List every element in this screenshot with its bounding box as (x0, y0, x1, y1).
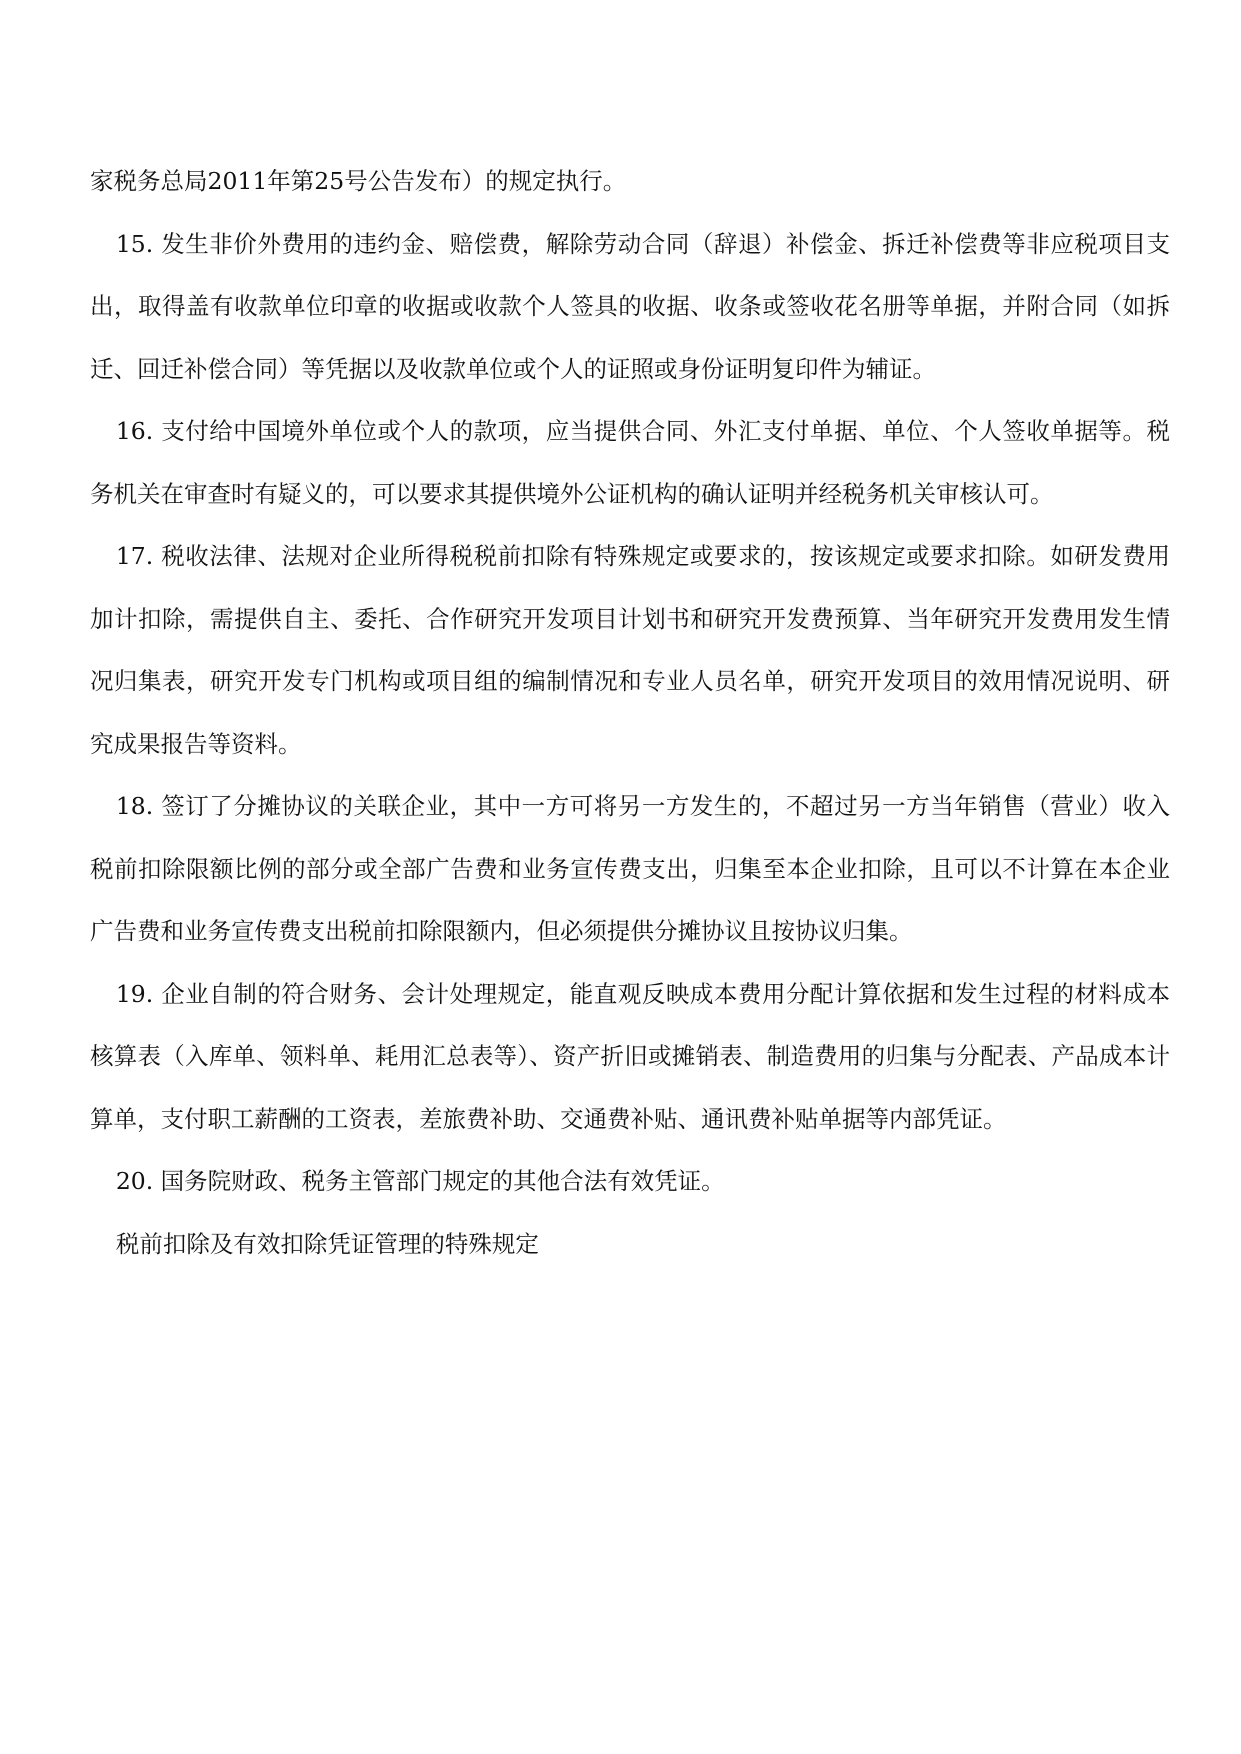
paragraph-item-18: 18. 签订了分摊协议的关联企业，其中一方可将另一方发生的，不超过另一方当年销售（营业）收入税前扣除限额比例的部分或全部广告费和业务宣传费支出，归集至本企业扣除，且可以不计算在本企业广告费和业务宣传费支出税前扣除限额内，但必须提供分摊协议且按协议归集。 (90, 792, 1170, 945)
paragraph-item-20: 20. 国务院财政、税务主管部门规定的其他合法有效凭证。 (115, 1167, 725, 1195)
paragraph-item-15: 15. 发生非价外费用的违约金、赔偿费，解除劳动合同（辞退）补偿金、拆迁补偿费等非应税项目支出，取得盖有收款单位印章的收据或收款个人签具的收据、收条或签收花名册等单据，并附合同（如拆迁、回迁补偿合同）等凭据以及收款单位或个人的证照或身份证明复印件为辅证。 (90, 229, 1170, 383)
section-heading: 税前扣除及有效扣除凭证管理的特殊规定 (115, 1229, 539, 1258)
document-page (90, 150, 1170, 1275)
paragraph-item-19: 19. 企业自制的符合财务、会计处理规定，能直观反映成本费用分配计算依据和发生过程的材料成本核算表（入库单、领料单、耗用汇总表等）、资产折旧或摊销表、制造费用的归集与分配表、产品成本计算单，支付职工薪酬的工资表，差旅费补助、交通费补贴、通讯费补贴单据等内部凭证。 (90, 979, 1170, 1133)
paragraph-item-17: 17. 税收法律、法规对企业所得税税前扣除有特殊规定或要求的，按该规定或要求扣除。如研发费用加计扣除，需提供自主、委托、合作研究开发项目计划书和研究开发费预算、当年研究开发费用发生情况归集表，研究开发专门机构或项目组的编制情况和专业人员名单，研究开发项目的效用情况说明、研究成果报告等资料。 (90, 542, 1170, 758)
paragraph-continuation: 家税务总局2011年第25号公告发布）的规定执行。 (90, 167, 627, 195)
paragraph-item-16: 16. 支付给中国境外单位或个人的款项，应当提供合同、外汇支付单据、单位、个人签收单据等。税务机关在审查时有疑义的，可以要求其提供境外公证机构的确认证明并经税务机关审核认可。 (90, 417, 1170, 508)
